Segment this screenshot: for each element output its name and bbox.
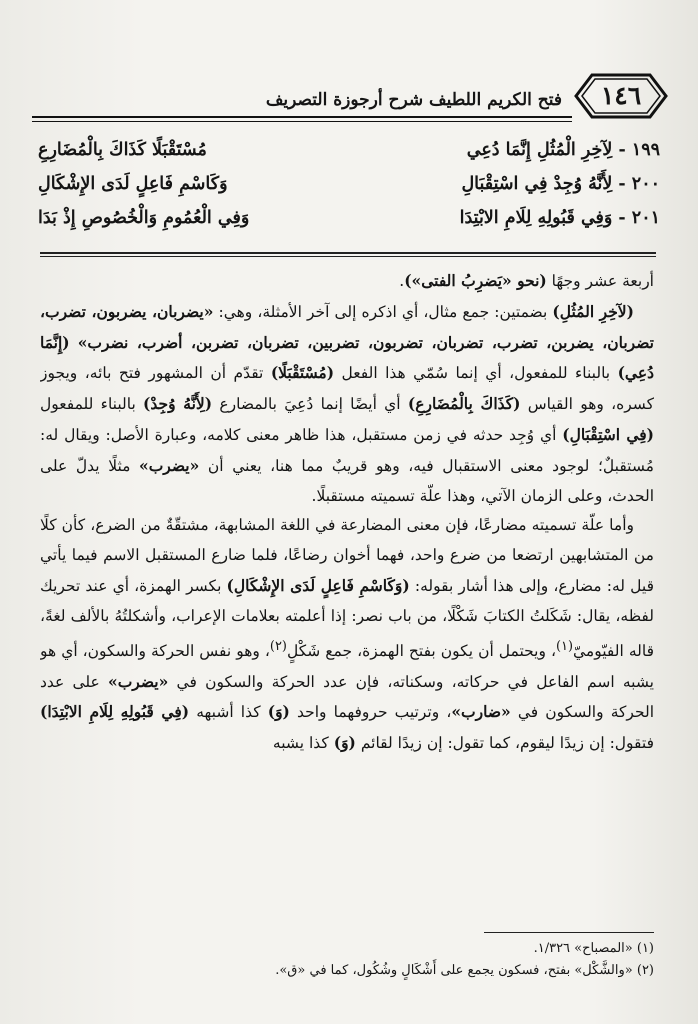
quoted-verse-term: «ضارب» [451,702,511,722]
verse-second-hemistich: وَكَاسْمِ فَاعِلٍ لَدَى الإِشْكَالِ [38,174,228,194]
quoted-verse-term: (نحو «يَضرِبُ الفتى») [404,271,547,290]
running-title: فتح الكريم اللطيف شرح أرجوزة التصريف [265,90,562,110]
quoted-verse-term: (وَكَاسْمِ فَاعِلٍ لَدَى الإِشْكَالِ) [226,575,410,595]
quoted-verse-term: (مُسْتَقْبَلًا) [270,363,335,383]
page-header [32,72,672,122]
footnote: (٢) «والشَّكْل» بفتح، فسكون يجمع على أَشْكَالٍ وشُكُول، كما في «ق». [275,963,654,978]
quoted-verse-term: (فِي قَبُولِهِ لِلَامِ الابْتِدَا) [40,702,190,722]
verse-first-hemistich: ٢٠١ - وَفِي قَبُولِهِ لِلَامِ الابْتِدَا [459,208,660,228]
quoted-verse-term: (وَ) [333,733,356,753]
quoted-verse-term: «يضرب» [108,671,169,691]
quoted-verse-term: «يضرب» [139,455,200,475]
verse-row [38,208,660,242]
quoted-verse-term: (فِي اسْتِقْبَالِ) [562,424,654,444]
quoted-verse-term: (إِنَّمَا دُعِي) [40,332,654,383]
quoted-verse-term: (لآخِرِ المُثُلِ) [552,301,634,321]
footnote-rule [484,932,654,933]
quoted-verse-term: (وَ) [267,702,290,722]
quoted-verse-term: (كَذَاكَ بِالْمُضَارِعِ) [407,394,521,414]
footnotes [40,938,654,982]
footnote-marker: (١) [555,638,574,654]
verse-second-hemistich: مُسْتَقْبَلًا كَذَاكَ بِالْمُضَارِعِ [38,140,207,160]
commentary-text [40,266,654,926]
page-number: ١٤٦ [600,81,642,110]
verse-block [38,140,660,242]
verse-first-hemistich: ١٩٩ - لِآخِرِ الْمُثُلِ إِنَّمَا دُعِي [466,140,660,160]
footnote: (١) «المصباح» ١/٣٢٦. [533,941,654,956]
verse-second-hemistich: وَفِي الْعُمُومِ وَالْخُصُوصِ إِذْ بَدَا [38,208,250,228]
quoted-verse-term: «يضربان، يضربون، تضرب، تضربان، يضربن، تضرب، تضربان، تضربون، تضربين، تضربان، تضربن، أضرب، نضرب» [40,301,654,352]
verse-first-hemistich: ٢٠٠ - لِأَنَّهُ وُجِدْ فِي اسْتِقْبَالِ [461,174,660,194]
commentary-paragraph: وأما علّة تسميته مضارعًا، فإن معنى المضارعة في اللغة المشابهة، مشتقّةٌ من الضرع، كأن كلًا من المتشابهين ارتضعا من ضرع واحد، فهما أخوان رضاعًا، فلما ضارع المستقبل الاسم فيما يأتي قيل له: مضارع، وإلى هذا أشار بقوله: (وَكَاسْمِ فَاعِلٍ لَدَى الإِشْكَالِ) بكسر الهمزة، أي عند تحريك لفظه، يقال: شَكَلتُ الكتابَ شَكْلًا، من باب نصر: إذا أعلمته بعلامات الإعراب، وأشكلتُهُ بالألف لغةً، قاله الفيّوميّ$^{(١)}$، ويحتمل أن يكون بفتح الهمزة، جمع شَكْلٍ$^{(٢)}$، وهو نفس الحركة والسكون، أي هو يشبه اسم الفاعل في حركاته، وسكناته، فإن عدد الحركة والسكون في «يضرب» على عدد الحركة والسكون في «ضارب»، وترتيب حروفهما واحد (وَ) كذا أشبهه (فِي قَبُولِهِ لِلَامِ الابْتِدَا) فتقول: إن زيدًا ليقوم، كما تقول: إن زيدًا لقائم (وَ) كذا يشبه [40,516,654,753]
verse-row [38,140,660,174]
commentary-paragraph: أربعة عشر وجهًا (نحو «يَضرِبُ الفتى»). [399,271,654,290]
verse-row [38,174,660,208]
quoted-verse-term: (لِأَنَّهُ وُجِدْ) [143,394,213,414]
page-number-frame [570,72,672,120]
header-rule [32,116,572,122]
commentary-paragraph: (لآخِرِ المُثُلِ) بضمتين: جمع مثال، أي اذكره إلى آخر الأمثلة، وهي: «يضربان، يضربون، تضرب، تضربان، يضربن، تضرب، تضربان، تضربون، تضربين، تضربان، تضربن، أضرب، نضرب» (إِنَّمَا دُعِي) بالبناء للمفعول، أي إنما سُمّي هذا الفعل (مُسْتَقْبَلًا) تقدّم أن المشهور فتح بائه، ويجوز كسره، وهو القياس (كَذَاكَ بِالْمُضَارِعِ) أي أيضًا إنما دُعِيَ بالمضارع (لِأَنَّهُ وُجِدْ) بالبناء للمفعول (فِي اسْتِقْبَالِ) أي وُجِد حدثه في زمن مستقبل، هذا ظاهر معنى كلامه، وعبارة الأصل: ويقال له: مُستقبلٌ؛ لوجود معنى الاستقبال فيه، وهو قريبٌ مما هنا، يعني أن «يضرب» مثلًا يدلّ على الحدث، وعلى الزمان الآتي، وهذا علّة تسميته مستقبلًا. [40,301,654,505]
verse-divider [40,252,656,257]
footnote-marker: (٢) [269,638,287,654]
